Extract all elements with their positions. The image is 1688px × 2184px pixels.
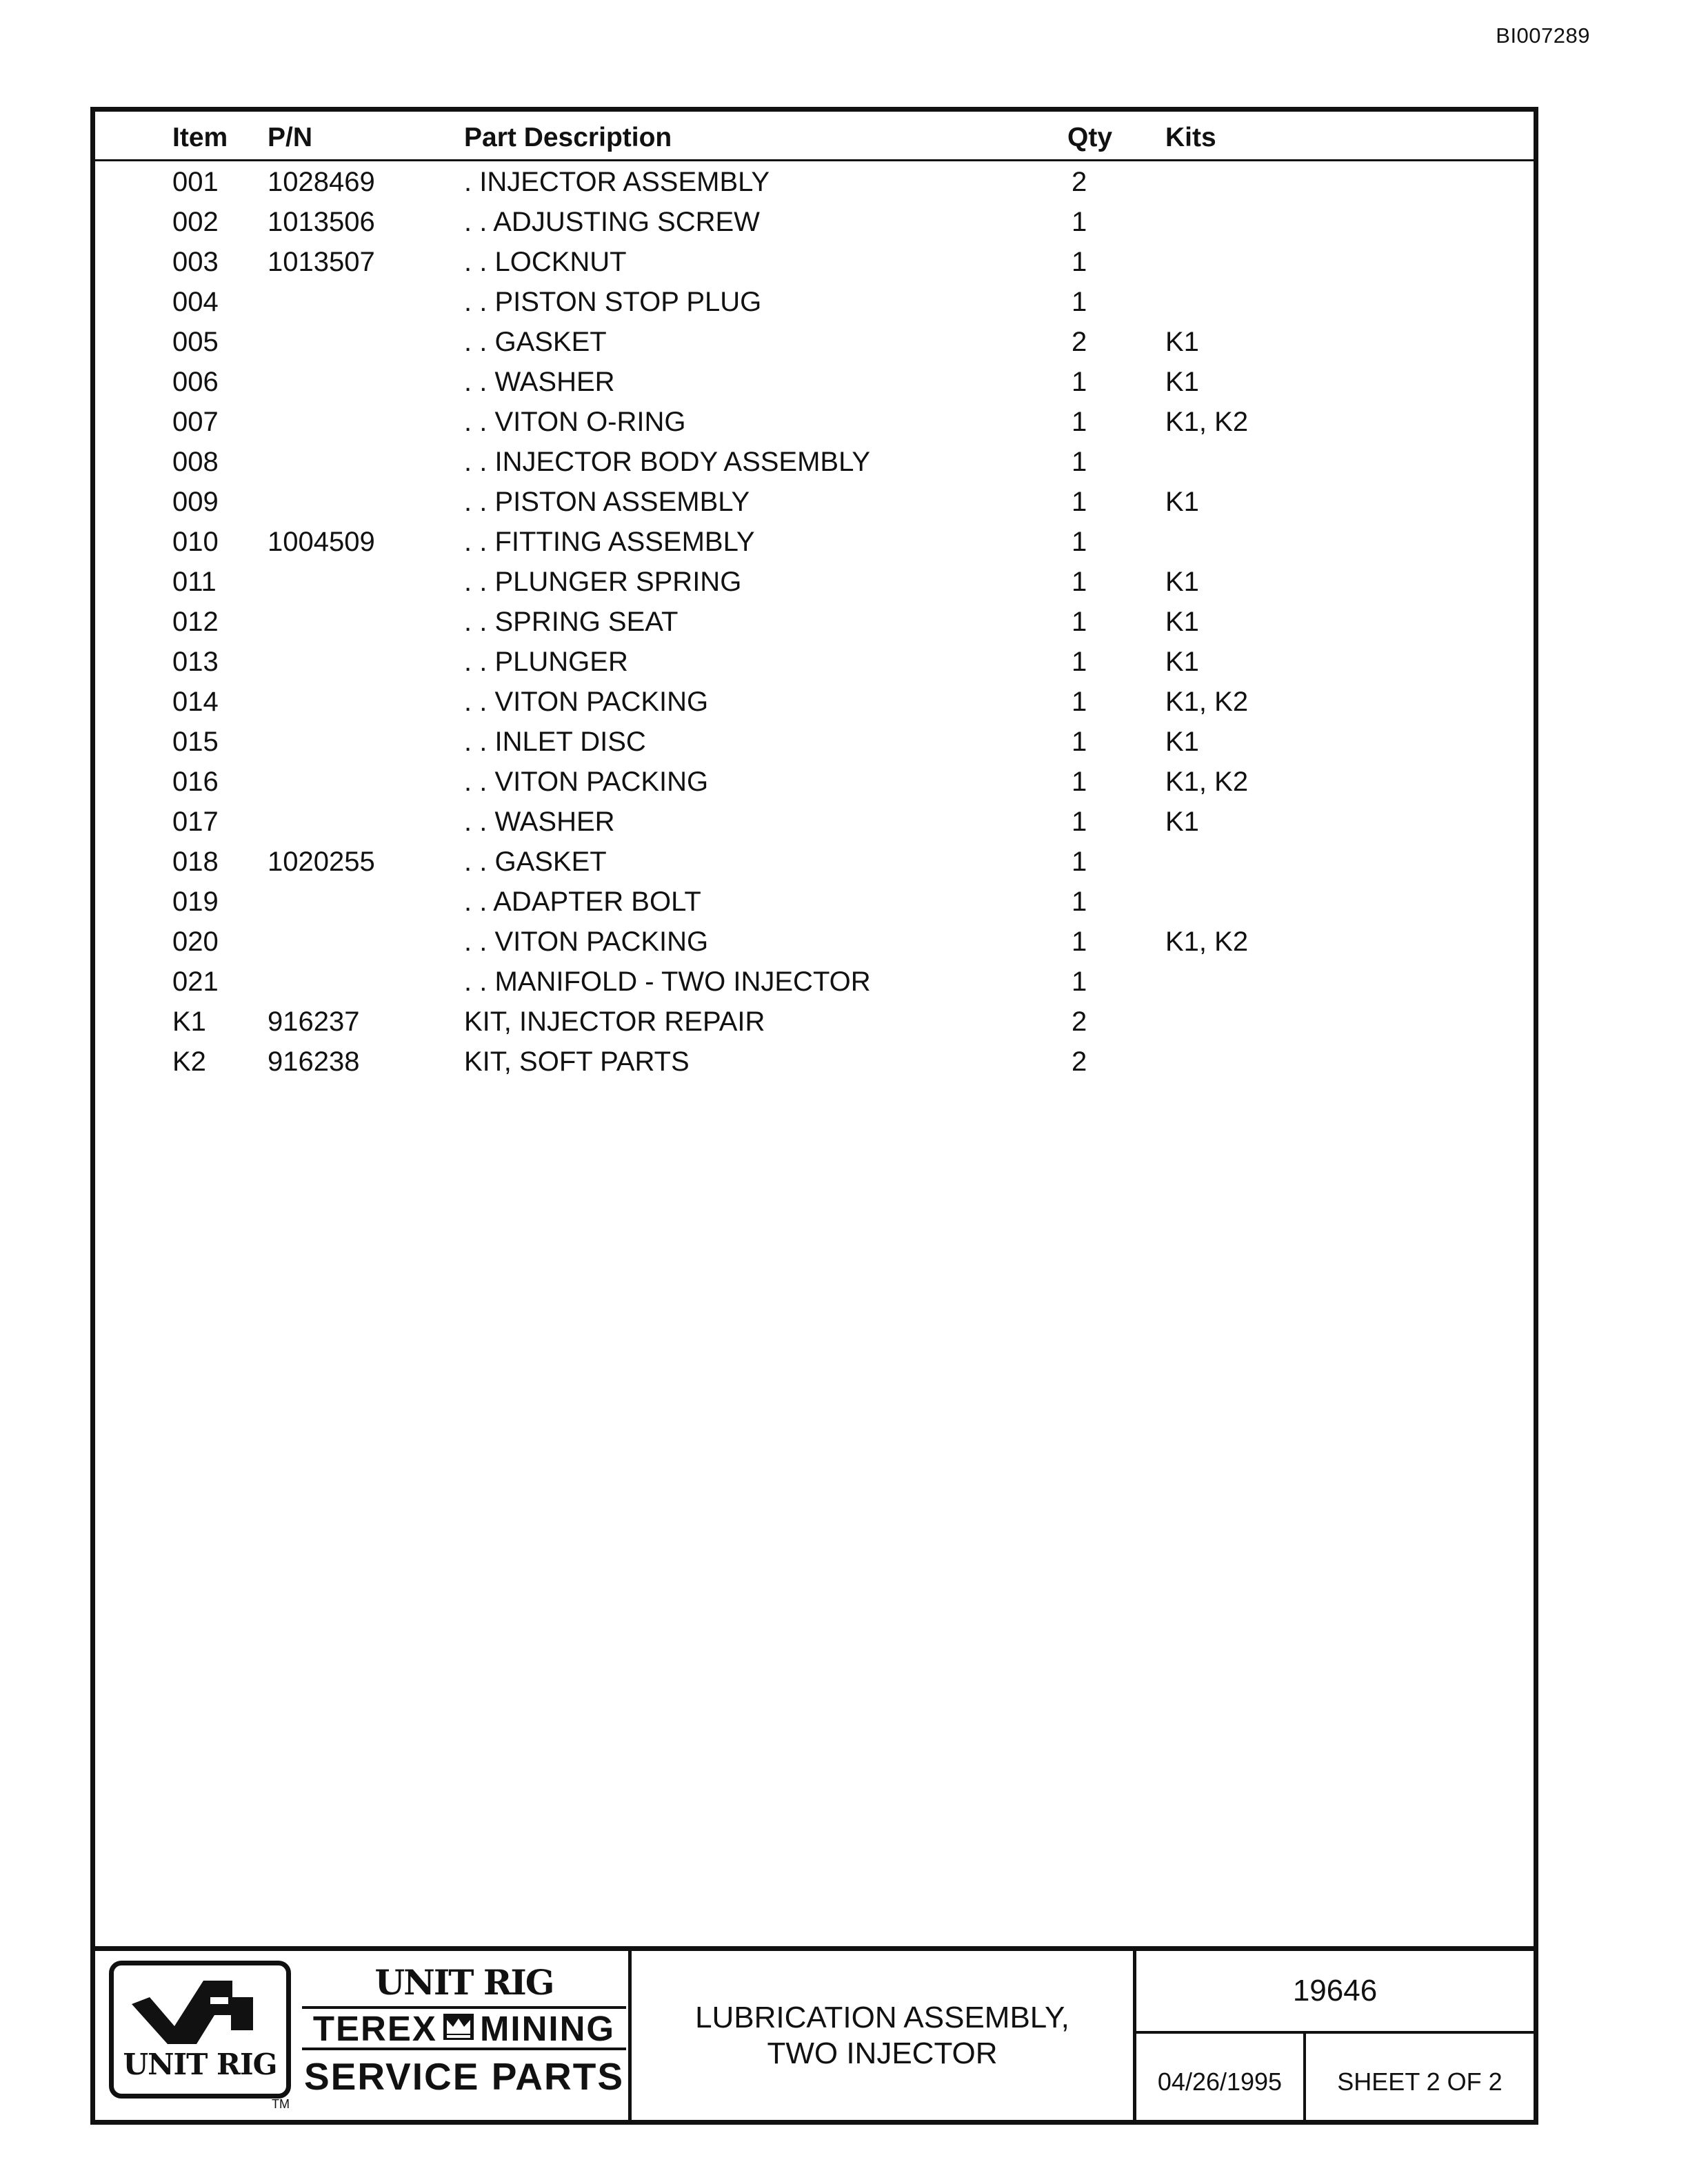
cell-kits: K1	[1165, 567, 1199, 597]
cell-description: . . LOCKNUT	[464, 247, 627, 277]
table-row	[95, 1041, 1534, 1081]
table-row	[95, 521, 1534, 561]
cell-description: . . GASKET	[464, 847, 607, 877]
table-row	[95, 881, 1534, 921]
table-row	[95, 321, 1534, 361]
cell-item: 018	[172, 847, 219, 877]
table-row	[95, 841, 1534, 881]
header-item: Item	[172, 123, 228, 152]
cell-pn: 916238	[268, 1046, 360, 1077]
cell-description: . . VITON O-RING	[464, 407, 686, 437]
drawing-info	[1136, 1951, 1534, 2120]
cell-qty: 2	[1072, 167, 1087, 197]
brand-terex-mining	[302, 2006, 626, 2050]
table-row	[95, 161, 1534, 201]
table-row	[95, 801, 1534, 841]
cell-qty: 1	[1072, 887, 1087, 917]
cell-item: 007	[172, 407, 219, 437]
cell-description: KIT, SOFT PARTS	[464, 1046, 690, 1077]
cell-qty: 2	[1072, 1046, 1087, 1077]
cell-qty: 2	[1072, 327, 1087, 357]
header-pn: P/N	[268, 123, 313, 152]
cell-description: . . VITON PACKING	[464, 767, 709, 797]
table-row	[95, 761, 1534, 801]
logo-area	[95, 1951, 632, 2120]
cell-item: 002	[172, 207, 219, 237]
cell-pn: 1020255	[268, 847, 375, 877]
cell-qty: 1	[1072, 647, 1087, 677]
cell-qty: 1	[1072, 807, 1087, 837]
parts-list-frame	[90, 107, 1538, 2125]
drawing-date: 04/26/1995	[1136, 2034, 1306, 2120]
cell-item: 013	[172, 647, 219, 677]
cell-qty: 1	[1072, 767, 1087, 797]
header-qty: Qty	[1067, 123, 1113, 152]
cell-item: 001	[172, 167, 219, 197]
unit-rig-emblem-icon	[129, 1976, 274, 2052]
cell-kits: K1, K2	[1165, 767, 1249, 797]
header-description: Part Description	[464, 123, 672, 152]
table-row	[95, 441, 1534, 481]
cell-kits: K1	[1165, 727, 1199, 757]
cell-description: . INJECTOR ASSEMBLY	[464, 167, 770, 197]
cell-item: 006	[172, 367, 219, 397]
table-row	[95, 641, 1534, 681]
brand-unit-rig: UNIT RIG	[374, 1962, 554, 2003]
brand-service-parts: SERVICE PARTS	[303, 2055, 625, 2098]
cell-item: 009	[172, 487, 219, 517]
table-row	[95, 1001, 1534, 1041]
cell-qty: 1	[1072, 727, 1087, 757]
cell-item: 008	[172, 447, 219, 477]
cell-item: 020	[172, 927, 219, 957]
cell-item: K2	[172, 1046, 206, 1077]
cell-item: 014	[172, 687, 219, 717]
cell-item: 003	[172, 247, 219, 277]
cell-item: 010	[172, 527, 219, 557]
table-row	[95, 681, 1534, 721]
cell-pn: 1028469	[268, 167, 375, 197]
cell-description: . . WASHER	[464, 367, 615, 397]
cell-description: . . INJECTOR BODY ASSEMBLY	[464, 447, 871, 477]
cell-pn: 1004509	[268, 527, 375, 557]
cell-qty: 1	[1072, 607, 1087, 637]
table-header	[95, 112, 1534, 161]
cell-qty: 1	[1072, 367, 1087, 397]
cell-qty: 1	[1072, 487, 1087, 517]
table-row	[95, 961, 1534, 1001]
cell-qty: 1	[1072, 847, 1087, 877]
unit-rig-logo	[109, 1961, 291, 2099]
cell-qty: 1	[1072, 927, 1087, 957]
drawing-number: 19646	[1136, 1951, 1534, 2034]
title-line-2: TWO INJECTOR	[767, 2036, 998, 2070]
cell-description: . . SPRING SEAT	[464, 607, 679, 637]
title-block	[95, 1946, 1534, 2120]
cell-description: . . INLET DISC	[464, 727, 646, 757]
cell-pn: 916237	[268, 1007, 360, 1037]
cell-description: . . WASHER	[464, 807, 615, 837]
table-row	[95, 601, 1534, 641]
cell-qty: 1	[1072, 207, 1087, 237]
document-id: BI007289	[1496, 23, 1590, 48]
cell-kits: K1	[1165, 607, 1199, 637]
cell-description: . . ADJUSTING SCREW	[464, 207, 760, 237]
cell-kits: K1	[1165, 487, 1199, 517]
cell-kits: K1	[1165, 647, 1199, 677]
table-row	[95, 401, 1534, 441]
cell-description: . . PISTON ASSEMBLY	[464, 487, 750, 517]
cell-qty: 1	[1072, 527, 1087, 557]
cell-qty: 1	[1072, 687, 1087, 717]
cell-description: . . PLUNGER	[464, 647, 628, 677]
table-row	[95, 721, 1534, 761]
header-kits: Kits	[1165, 123, 1216, 152]
cell-item: 005	[172, 327, 219, 357]
logo-text: UNIT RIG	[123, 2048, 277, 2081]
cell-qty: 1	[1072, 407, 1087, 437]
cell-item: 019	[172, 887, 219, 917]
drawing-title	[632, 1951, 1136, 2120]
table-row	[95, 241, 1534, 281]
cell-item: 017	[172, 807, 219, 837]
sheet-number: SHEET 2 OF 2	[1337, 2067, 1503, 2096]
cell-pn: 1013507	[268, 247, 375, 277]
table-row	[95, 561, 1534, 601]
table-row	[95, 201, 1534, 241]
cell-description: KIT, INJECTOR REPAIR	[464, 1007, 765, 1037]
title-line-1: LUBRICATION ASSEMBLY,	[695, 2000, 1069, 2034]
cell-description: . . PLUNGER SPRING	[464, 567, 742, 597]
cell-item: 012	[172, 607, 219, 637]
cell-description: . . FITTING ASSEMBLY	[464, 527, 755, 557]
cell-qty: 1	[1072, 447, 1087, 477]
cell-kits: K1, K2	[1165, 407, 1249, 437]
table-row	[95, 481, 1534, 521]
cell-qty: 1	[1072, 567, 1087, 597]
cell-qty: 2	[1072, 1007, 1087, 1037]
table-body	[95, 161, 1534, 1081]
cell-description: . . MANIFOLD - TWO INJECTOR	[464, 967, 871, 997]
cell-kits: K1, K2	[1165, 687, 1249, 717]
cell-qty: 1	[1072, 287, 1087, 317]
cell-item: 021	[172, 967, 219, 997]
cell-kits: K1	[1165, 367, 1199, 397]
terex-crown-icon	[443, 2008, 474, 2049]
cell-item: 011	[172, 567, 217, 597]
brand-terex: TEREX	[312, 2008, 437, 2048]
cell-item: 015	[172, 727, 219, 757]
cell-item: 016	[172, 767, 219, 797]
cell-description: . . VITON PACKING	[464, 927, 709, 957]
cell-item: 004	[172, 287, 219, 317]
cell-qty: 1	[1072, 247, 1087, 277]
cell-description: . . GASKET	[464, 327, 607, 357]
table-row	[95, 281, 1534, 321]
cell-qty: 1	[1072, 967, 1087, 997]
cell-kits: K1, K2	[1165, 927, 1249, 957]
cell-description: . . PISTON STOP PLUG	[464, 287, 762, 317]
cell-description: . . VITON PACKING	[464, 687, 709, 717]
table-row	[95, 921, 1534, 961]
brand-mining: MINING	[479, 2008, 616, 2048]
cell-item: K1	[172, 1007, 206, 1037]
cell-kits: K1	[1165, 327, 1199, 357]
table-row	[95, 361, 1534, 401]
cell-description: . . ADAPTER BOLT	[464, 887, 701, 917]
cell-pn: 1013506	[268, 207, 375, 237]
trademark-symbol: TM	[272, 2097, 290, 2111]
cell-kits: K1	[1165, 807, 1199, 837]
